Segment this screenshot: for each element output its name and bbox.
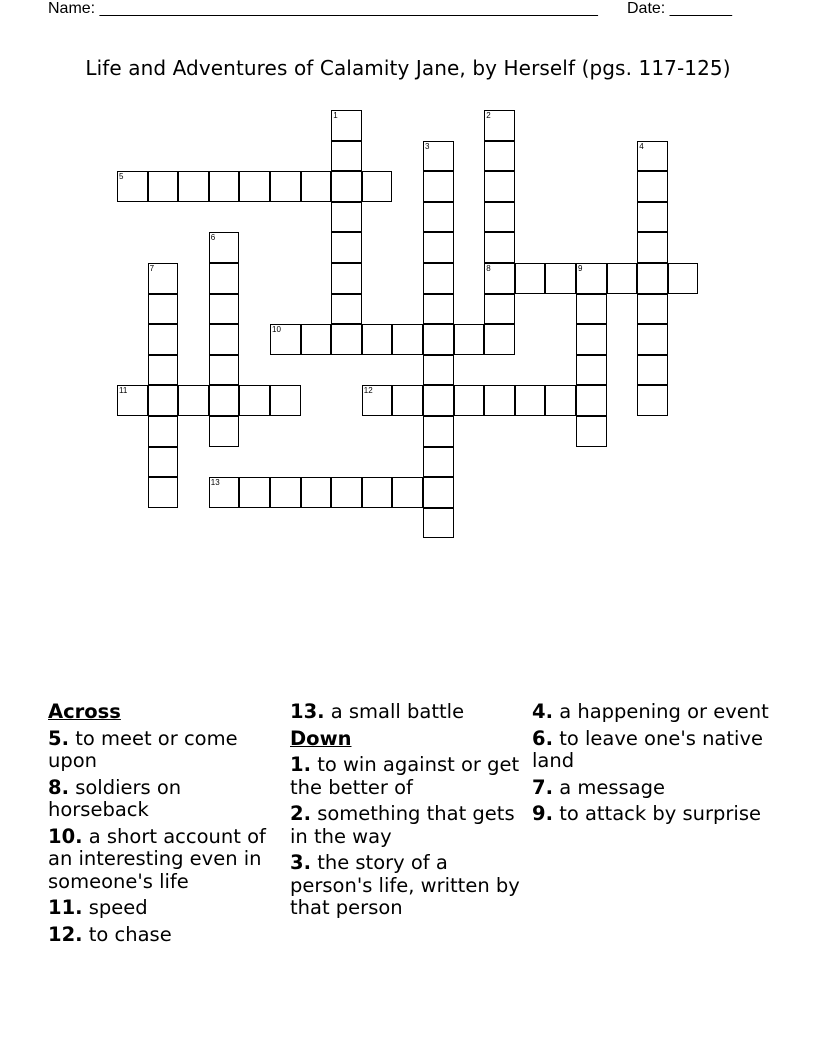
grid-cell[interactable] (423, 294, 454, 325)
grid-cell[interactable] (392, 385, 423, 416)
grid-cell[interactable] (117, 171, 148, 202)
grid-cell[interactable] (576, 385, 607, 416)
grid-cell[interactable] (209, 232, 240, 263)
clue-across-11 (48, 897, 288, 920)
grid-cell[interactable] (454, 324, 485, 355)
grid-cell[interactable] (148, 416, 179, 447)
clue-number: 12. (48, 922, 83, 946)
grid-cell[interactable] (484, 324, 515, 355)
clue-number-label: 1 (333, 111, 338, 120)
grid-cell[interactable] (637, 385, 668, 416)
grid-cell[interactable] (576, 416, 607, 447)
grid-cell[interactable] (148, 477, 179, 508)
grid-cell[interactable] (423, 477, 454, 508)
clue-number-label: 3 (425, 141, 430, 151)
grid-cell[interactable] (270, 171, 301, 202)
grid-cell[interactable] (637, 294, 668, 325)
grid-cell[interactable] (484, 202, 515, 233)
clue-number-label: 7 (149, 264, 155, 273)
clue-text: to meet or come upon (48, 726, 238, 772)
grid-cell[interactable] (423, 324, 454, 355)
clue-number-label: 12 (363, 386, 373, 396)
clue-text: a small battle (330, 700, 465, 723)
grid-cell[interactable] (637, 355, 668, 386)
clue-number-label: 6 (210, 233, 216, 243)
grid-cell[interactable] (515, 263, 546, 294)
grid-cell[interactable] (239, 171, 270, 202)
grid-cell[interactable] (423, 355, 454, 386)
clue-number: 7. (532, 775, 553, 799)
grid-cell[interactable] (484, 171, 515, 202)
grid-cell[interactable] (362, 477, 393, 508)
grid-cell[interactable] (270, 324, 301, 355)
grid-cell[interactable] (209, 294, 240, 325)
clue-number: 11. (48, 896, 83, 919)
clue-number-label: 11 (119, 386, 128, 396)
grid-cell[interactable] (148, 171, 179, 202)
clue-text: a message (559, 775, 665, 799)
grid-cell[interactable] (209, 171, 240, 202)
clue-down-7 (532, 777, 772, 800)
grid-cell[interactable] (362, 385, 393, 416)
grid-cell[interactable] (392, 324, 423, 355)
grid-cell[interactable] (301, 171, 332, 202)
across-heading: Across (48, 700, 121, 723)
grid-cell[interactable] (576, 355, 607, 386)
clue-number-label: 10 (272, 325, 281, 335)
clue-column-3 (532, 701, 772, 830)
grid-cell[interactable] (637, 171, 668, 202)
grid-cell[interactable] (545, 385, 576, 416)
grid-cell[interactable] (637, 232, 668, 263)
clue-text: to chase (88, 922, 172, 946)
name-field[interactable]: Name: ________________________________________________________ (48, 0, 598, 17)
grid-cell[interactable] (423, 141, 454, 172)
clue-text: something that gets in the way (290, 802, 515, 848)
clue-text: a short account of an interesting even in someone's life (48, 824, 266, 893)
grid-cell[interactable] (423, 508, 454, 539)
clue-number: 13. (290, 700, 325, 723)
date-field[interactable]: Date: _______ (627, 0, 732, 17)
clue-across-5 (48, 728, 288, 773)
clue-number: 1. (290, 753, 311, 776)
grid-cell[interactable] (454, 385, 485, 416)
clue-number-label: 8 (486, 264, 491, 273)
clue-across-10 (48, 826, 288, 894)
clue-text: to leave one's native land (532, 726, 763, 772)
grid-cell[interactable] (331, 202, 362, 233)
clue-down-4 (532, 701, 772, 724)
grid-cell[interactable] (239, 477, 270, 508)
clue-number: 10. (48, 824, 83, 848)
grid-cell[interactable] (209, 385, 240, 416)
grid-cell[interactable] (331, 232, 362, 263)
grid-cell[interactable] (209, 416, 240, 447)
clue-across-12 (48, 924, 288, 947)
clue-number: 9. (532, 802, 553, 825)
grid-cell[interactable] (117, 385, 148, 416)
clue-down-3 (290, 852, 530, 920)
clue-text: to win against or get the better of (290, 753, 520, 799)
clue-down-9 (532, 803, 772, 826)
grid-cell[interactable] (484, 385, 515, 416)
grid-cell[interactable] (331, 171, 362, 202)
clue-number: 5. (48, 726, 69, 750)
clue-text: soldiers on horseback (48, 775, 182, 821)
grid-cell[interactable] (331, 324, 362, 355)
grid-cell[interactable] (423, 232, 454, 263)
clue-across-8 (48, 777, 288, 822)
grid-cell[interactable] (668, 263, 699, 294)
grid-cell[interactable] (637, 263, 668, 294)
clue-number: 4. (532, 700, 553, 723)
grid-cell[interactable] (331, 110, 362, 141)
grid-cell[interactable] (362, 171, 393, 202)
clue-down-1 (290, 754, 530, 799)
grid-cell[interactable] (331, 263, 362, 294)
grid-cell[interactable] (209, 324, 240, 355)
clue-number-label: 5 (119, 172, 124, 182)
grid-cell[interactable] (484, 110, 515, 141)
grid-cell[interactable] (148, 447, 179, 478)
clue-number: 8. (48, 775, 69, 799)
clue-number: 3. (290, 851, 311, 874)
grid-cell[interactable] (423, 385, 454, 416)
grid-cell[interactable] (576, 324, 607, 355)
grid-cell[interactable] (484, 141, 515, 172)
grid-cell[interactable] (148, 263, 179, 294)
grid-cell[interactable] (239, 385, 270, 416)
grid-cell[interactable] (178, 385, 209, 416)
grid-cell[interactable] (515, 385, 546, 416)
clue-text: speed (88, 896, 148, 919)
grid-cell[interactable] (301, 324, 332, 355)
grid-cell[interactable] (637, 141, 668, 172)
clue-text: to attack by surprise (559, 802, 761, 825)
grid-cell[interactable] (545, 263, 576, 294)
clue-number-label: 9 (578, 264, 583, 273)
grid-cell[interactable] (607, 263, 638, 294)
clue-down-6 (532, 728, 772, 773)
clue-column-2 (290, 701, 530, 924)
grid-cell[interactable] (209, 355, 240, 386)
grid-cell[interactable] (331, 141, 362, 172)
clue-across-13 (290, 701, 530, 724)
grid-cell[interactable] (148, 355, 179, 386)
clue-number-label: 4 (639, 141, 644, 151)
clue-number: 2. (290, 802, 311, 825)
grid-cell[interactable] (423, 416, 454, 447)
grid-cell[interactable] (270, 477, 301, 508)
grid-cell[interactable] (576, 294, 607, 325)
page-title: Life and Adventures of Calamity Jane, by Herself (pgs. 117-125) (85, 56, 731, 80)
grid-cell[interactable] (331, 294, 362, 325)
clue-number-label: 13 (210, 478, 220, 488)
grid-cell[interactable] (484, 232, 515, 263)
grid-cell[interactable] (423, 171, 454, 202)
grid-cell[interactable] (637, 324, 668, 355)
grid-cell[interactable] (576, 263, 607, 294)
clue-number: 6. (532, 726, 553, 750)
grid-cell[interactable] (301, 477, 332, 508)
clue-text: a happening or event (559, 700, 769, 723)
grid-cell[interactable] (270, 385, 301, 416)
grid-cell[interactable] (148, 385, 179, 416)
grid-cell[interactable] (148, 324, 179, 355)
grid-cell[interactable] (178, 171, 209, 202)
grid-cell[interactable] (484, 294, 515, 325)
grid-cell[interactable] (423, 447, 454, 478)
down-heading: Down (290, 726, 352, 750)
grid-cell[interactable] (637, 202, 668, 233)
clue-down-2 (290, 803, 530, 848)
grid-cell[interactable] (423, 202, 454, 233)
grid-cell[interactable] (484, 263, 515, 294)
clue-text: the story of a person's life, written by that person (290, 851, 520, 919)
grid-cell[interactable] (209, 477, 240, 508)
clue-column-1 (48, 701, 288, 950)
grid-cell[interactable] (423, 263, 454, 294)
grid-cell[interactable] (331, 477, 362, 508)
clue-number-label: 2 (486, 111, 491, 120)
grid-cell[interactable] (392, 477, 423, 508)
grid-cell[interactable] (148, 294, 179, 325)
grid-cell[interactable] (362, 324, 393, 355)
grid-cell[interactable] (209, 263, 240, 294)
